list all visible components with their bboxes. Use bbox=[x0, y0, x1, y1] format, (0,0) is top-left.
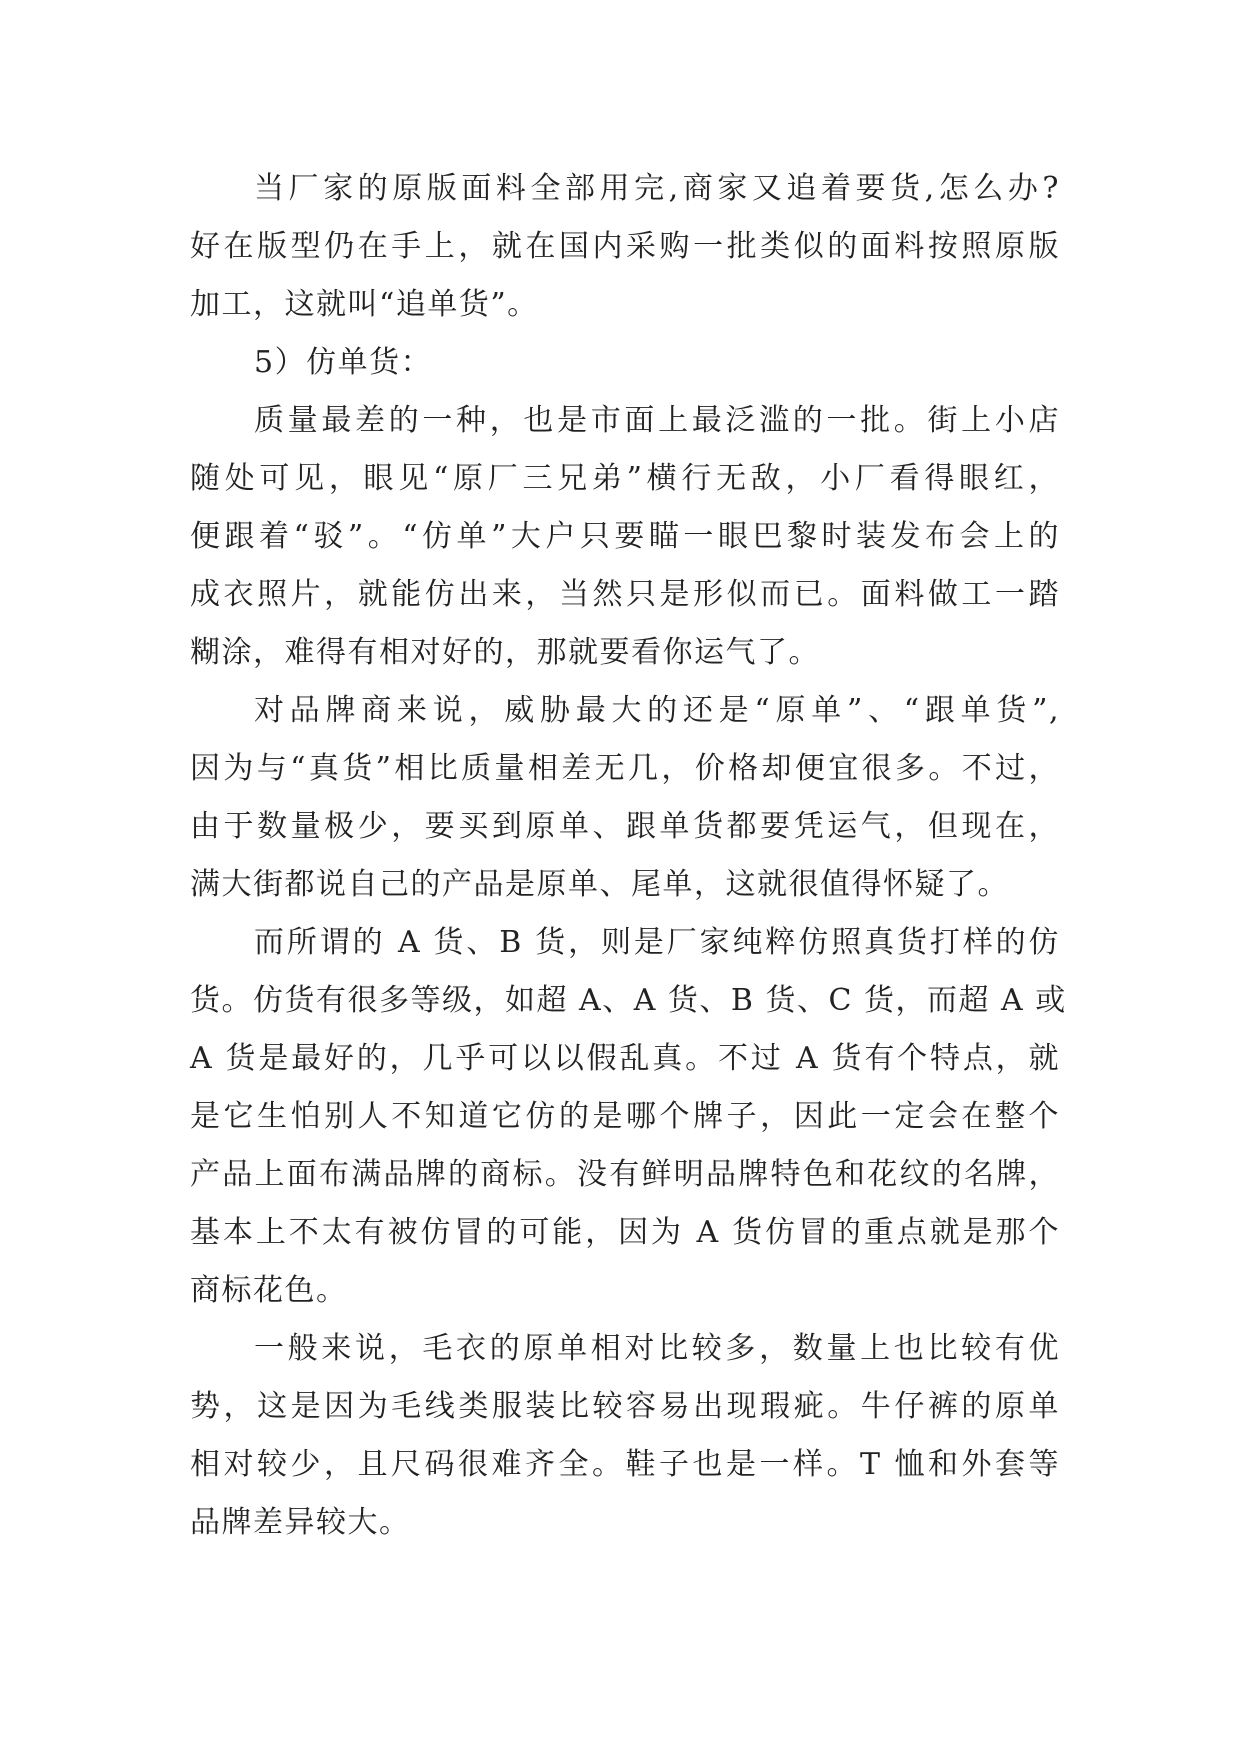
text-line: 一般来说，毛衣的原单相对比较多，数量上也比较有优 bbox=[254, 1331, 1060, 1366]
section-heading: 5）仿单货： bbox=[254, 345, 433, 380]
text-line: A 货是最好的，几乎可以以假乱真。不过 A 货有个特点，就 bbox=[190, 1041, 1060, 1076]
text-line: 基本上不太有被仿冒的可能，因为 A 货仿冒的重点就是那个 bbox=[190, 1215, 1060, 1250]
text-line: 是它生怕别人不知道它仿的是哪个牌子，因此一定会在整个 bbox=[190, 1099, 1060, 1134]
text-line: 糊涂，难得有相对好的，那就要看你运气了。 bbox=[190, 635, 820, 670]
text-line: 货。仿货有很多等级，如超 A、A 货、B 货、C 货，而超 A 或 bbox=[190, 983, 1067, 1018]
text-line: 品牌差异较大。 bbox=[190, 1505, 411, 1540]
text-line: 势，这是因为毛线类服装比较容易出现瑕疵。牛仔裤的原单 bbox=[190, 1389, 1060, 1424]
paragraph-imitation-quality bbox=[190, 392, 1060, 682]
text-line: 由于数量极少，要买到原单、跟单货都要凭运气，但现在， bbox=[190, 809, 1060, 844]
text-line: 相对较少，且尺码很难齐全。鞋子也是一样。T 恤和外套等 bbox=[190, 1447, 1060, 1482]
body-text bbox=[190, 160, 1067, 1552]
paragraph-brand-threat bbox=[190, 682, 1060, 914]
text-line: 成衣照片，就能仿出来，当然只是形似而已。面料做工一踏 bbox=[190, 577, 1060, 612]
text-line: 质量最差的一种，也是市面上最泛滥的一批。街上小店 bbox=[254, 403, 1060, 438]
text-line: 而所谓的 A 货、B 货，则是厂家纯粹仿照真货打样的仿 bbox=[254, 925, 1060, 960]
text-line: 加工，这就叫“追单货”。 bbox=[190, 287, 539, 322]
paragraph-product-types bbox=[190, 1320, 1060, 1552]
text-line: 产品上面布满品牌的商标。没有鲜明品牌特色和花纹的名牌， bbox=[190, 1157, 1060, 1192]
text-line: 便跟着“驳”。“仿单”大户只要瞄一眼巴黎时装发布会上的 bbox=[190, 519, 1060, 554]
paragraph-a-b-goods bbox=[190, 914, 1067, 1320]
heading-imitation-orders bbox=[190, 334, 1060, 392]
text-line: 当厂家的原版面料全部用完,商家又追着要货,怎么办? bbox=[254, 171, 1060, 206]
text-line: 满大街都说自己的产品是原单、尾单，这就很值得怀疑了。 bbox=[190, 867, 1009, 902]
text-line: 因为与“真货”相比质量相差无几，价格却便宜很多。不过， bbox=[190, 751, 1060, 786]
paragraph-follow-up-orders bbox=[190, 160, 1060, 334]
text-line: 商标花色。 bbox=[190, 1273, 348, 1308]
text-line: 随处可见，眼见“原厂三兄弟”横行无敌，小厂看得眼红， bbox=[190, 461, 1060, 496]
text-line: 对品牌商来说，威胁最大的还是“原单”、“跟单货”, bbox=[254, 693, 1060, 728]
text-line: 好在版型仍在手上，就在国内采购一批类似的面料按照原版 bbox=[190, 229, 1060, 264]
